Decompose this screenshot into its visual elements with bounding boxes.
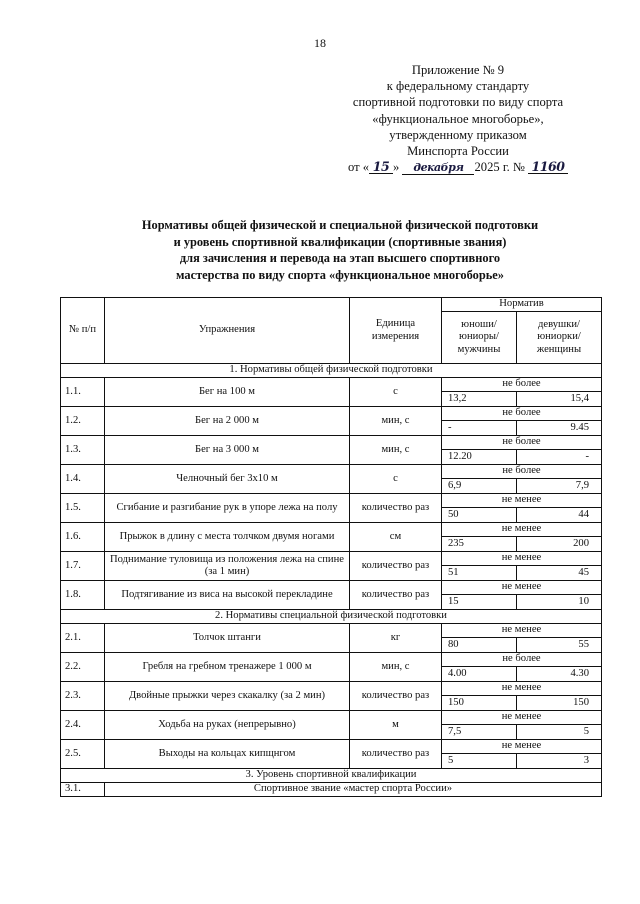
value-male: - <box>442 421 517 436</box>
qualification-text: Спортивное звание «мастер спорта России» <box>105 783 602 797</box>
table-row <box>61 682 602 696</box>
row-number: 2.5. <box>61 740 105 769</box>
exercise-name: Сгибание и разгибание рук в упоре лежа на полу <box>105 494 350 523</box>
table-row <box>61 523 602 537</box>
value-male: 150 <box>442 696 517 711</box>
title-line: и уровень спортивной квалификации (спортивные звания) <box>173 234 507 249</box>
title-line: мастерства по виду спорта «функциональное многоборье» <box>176 267 504 282</box>
value-male: 4.00 <box>442 667 517 682</box>
table-row <box>61 783 602 797</box>
title-line: для зачисления и перевода на этап высшего спортивного <box>179 251 501 266</box>
approval-line: Приложение № 9 <box>411 63 505 77</box>
exercise-name: Выходы на кольцах кипщнгом <box>105 740 350 769</box>
value-female: 200 <box>517 537 602 552</box>
value-male: 50 <box>442 508 517 523</box>
date-mid: » <box>393 160 400 175</box>
exercise-name: Ходьба на руках (непрерывно) <box>105 711 350 740</box>
approval-line: спортивной подготовки по виду спорта <box>352 95 564 110</box>
unit: мин, с <box>350 653 442 682</box>
unit: с <box>350 465 442 494</box>
value-male: 80 <box>442 638 517 653</box>
value-female: 3 <box>517 754 602 769</box>
document-title <box>60 217 620 283</box>
value-female: 15,4 <box>517 392 602 407</box>
date-prefix: от « <box>347 160 370 175</box>
exercise-name: Прыжок в длину с места толчком двумя ногами <box>105 523 350 552</box>
date-day-handwritten: 15 <box>369 160 393 174</box>
row-number: 2.1. <box>61 624 105 653</box>
value-female: 150 <box>517 696 602 711</box>
header-girls: девушки/ юниорки/ женщины <box>517 312 602 364</box>
value-female: 7,9 <box>517 479 602 494</box>
norm-condition: не более <box>442 407 602 421</box>
value-male: 51 <box>442 566 517 581</box>
table-row <box>61 624 602 638</box>
value-male: 235 <box>442 537 517 552</box>
row-number: 1.4. <box>61 465 105 494</box>
norm-condition: не более <box>442 465 602 479</box>
table-row <box>61 436 602 450</box>
approval-line: к федеральному стандарту <box>386 79 530 94</box>
exercise-name: Толчок штанги <box>105 624 350 653</box>
row-number: 1.6. <box>61 523 105 552</box>
norm-condition: не менее <box>442 523 602 537</box>
order-date-line <box>330 159 586 175</box>
header-num: № п/п <box>61 298 105 364</box>
page-number: 18 <box>314 36 326 50</box>
row-number: 3.1. <box>61 783 105 797</box>
value-male: 7,5 <box>442 725 517 740</box>
value-male: 13,2 <box>442 392 517 407</box>
table-row <box>61 581 602 595</box>
unit: мин, с <box>350 436 442 465</box>
approval-block <box>330 62 586 175</box>
section-title: 3. Уровень спортивной квалификации <box>61 769 602 783</box>
table-row <box>61 378 602 392</box>
value-female: 10 <box>517 595 602 610</box>
table-row <box>61 740 602 754</box>
approval-line: «функциональное многоборье», <box>372 111 544 126</box>
norm-condition: не более <box>442 378 602 392</box>
norm-condition: не менее <box>442 494 602 508</box>
header-boys: юноши/ юниоры/ мужчины <box>442 312 517 364</box>
section-title: 2. Нормативы специальной физической подготовки <box>61 610 602 624</box>
value-female: 55 <box>517 638 602 653</box>
unit: мин, с <box>350 407 442 436</box>
exercise-name: Двойные прыжки через скакалку (за 2 мин) <box>105 682 350 711</box>
table-row <box>61 494 602 508</box>
unit: количество раз <box>350 552 442 581</box>
unit: количество раз <box>350 682 442 711</box>
exercise-name: Бег на 3 000 м <box>105 436 350 465</box>
unit: м <box>350 711 442 740</box>
norm-condition: не менее <box>442 624 602 638</box>
row-number: 2.2. <box>61 653 105 682</box>
row-number: 1.7. <box>61 552 105 581</box>
table-row <box>61 465 602 479</box>
exercise-name: Бег на 2 000 м <box>105 407 350 436</box>
value-female: 45 <box>517 566 602 581</box>
unit: с <box>350 378 442 407</box>
section-title: 1. Нормативы общей физической подготовки <box>61 364 602 378</box>
header-unit: Единица измерения <box>350 298 442 364</box>
value-male: 12.20 <box>442 450 517 465</box>
date-year: 2025 г. № <box>474 160 525 175</box>
table-row <box>61 407 602 421</box>
row-number: 1.3. <box>61 436 105 465</box>
date-month-handwritten: декабря <box>402 161 474 175</box>
header-norm: Норматив <box>442 298 602 312</box>
value-male: 6,9 <box>442 479 517 494</box>
row-number: 1.2. <box>61 407 105 436</box>
row-number: 1.5. <box>61 494 105 523</box>
section-row <box>61 769 602 783</box>
norm-condition: не менее <box>442 682 602 696</box>
row-number: 2.3. <box>61 682 105 711</box>
exercise-name: Подтягивание из виса на высокой перекладине <box>105 581 350 610</box>
approval-line: утвержденному приказом <box>389 127 527 142</box>
table-header-row <box>61 298 602 312</box>
value-female: 5 <box>517 725 602 740</box>
norms-table <box>60 297 602 797</box>
exercise-name: Гребля на гребном тренажере 1 000 м <box>105 653 350 682</box>
value-female: 4.30 <box>517 667 602 682</box>
header-exercise: Упражнения <box>105 298 350 364</box>
section-row <box>61 610 602 624</box>
unit: количество раз <box>350 740 442 769</box>
unit: кг <box>350 624 442 653</box>
value-female: - <box>517 450 602 465</box>
value-female: 9.45 <box>517 421 602 436</box>
exercise-name: Поднимание туловища из положения лежа на спине (за 1 мин) <box>105 552 350 581</box>
value-male: 5 <box>442 754 517 769</box>
approval-line: Минспорта России <box>407 144 509 159</box>
unit: см <box>350 523 442 552</box>
norm-condition: не менее <box>442 711 602 725</box>
row-number: 2.4. <box>61 711 105 740</box>
value-female: 44 <box>517 508 602 523</box>
exercise-name: Бег на 100 м <box>105 378 350 407</box>
row-number: 1.8. <box>61 581 105 610</box>
norm-condition: не менее <box>442 552 602 566</box>
norm-condition: не более <box>442 653 602 667</box>
table-row <box>61 711 602 725</box>
unit: количество раз <box>350 581 442 610</box>
unit: количество раз <box>350 494 442 523</box>
table-row <box>61 552 602 566</box>
title-line: Нормативы общей физической и специальной физической подготовки <box>141 218 539 232</box>
norm-condition: не менее <box>442 581 602 595</box>
norm-condition: не более <box>442 436 602 450</box>
section-row <box>61 364 602 378</box>
table-row <box>61 653 602 667</box>
norm-condition: не менее <box>442 740 602 754</box>
exercise-name: Челночный бег 3x10 м <box>105 465 350 494</box>
order-number-handwritten: 1160 <box>528 160 568 174</box>
row-number: 1.1. <box>61 378 105 407</box>
value-male: 15 <box>442 595 517 610</box>
